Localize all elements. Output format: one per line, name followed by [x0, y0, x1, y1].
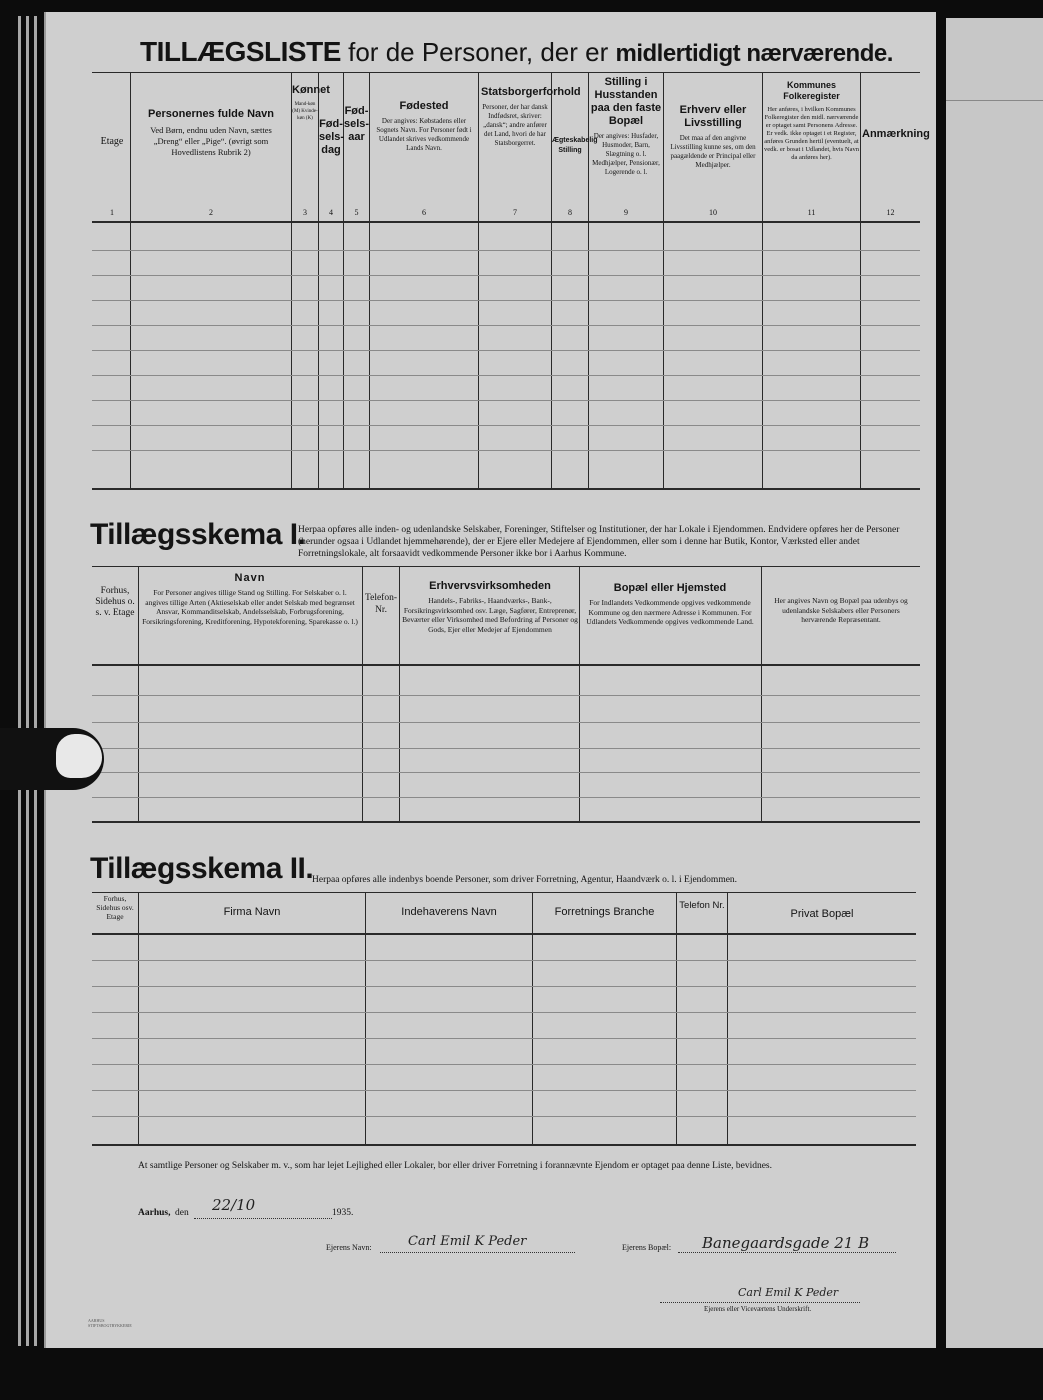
- col-register: Kommunes Folkeregister Her anføres, i hvilken Kommunes Folkeregister den midl. nærværende er optaget samt Personens Adresse. Er vedk. ikke optaget i et Register, anføres Grunden hertil (eventuelt, at vedk. er bosat i Udlandet, hvis Navn da anføres her).: [764, 80, 859, 161]
- rule-line: [92, 221, 920, 223]
- rule-line: [532, 893, 533, 1144]
- col-occupation: Erhverv eller Livsstilling Det maa af den angivne Livsstilling kunne ses, om den paagældende er Principal eller Medhjælper.: [670, 104, 756, 169]
- col-num: 8: [568, 208, 572, 217]
- main-title-bold2: midlertidigt nærværende.: [615, 40, 893, 67]
- date-line: [194, 1218, 332, 1219]
- main-title-bold: TILLÆGSLISTE: [140, 36, 341, 67]
- s1-col-etage: Forhus, Sidehus o. s. v. Etage: [95, 586, 135, 618]
- rule-line: [92, 1012, 916, 1013]
- rule-line: [92, 1144, 916, 1146]
- rule-line: [92, 664, 920, 666]
- adjacent-page: [946, 18, 1043, 1348]
- col-num: 7: [513, 208, 517, 217]
- rule-line: [727, 893, 728, 1144]
- col-num: 1: [110, 208, 114, 217]
- col-marital: Ægteskabelig Stilling: [552, 137, 598, 154]
- s1-col-business: Erhvervsvirksomheden Handels-, Fabriks-, Haandværks-, Bank-, Forsikringsvirksomhed osv. Læge, Sagfører, Entreprenør, Beværter eller Virksomhed med Befordring af Personer og Gods, Ejer eller Medejer af Ejendommen: [402, 580, 578, 634]
- s2-col-firm: Firma Navn: [223, 906, 281, 918]
- s1-col-residence: Bopæl eller Hjemsted For Indlandets Vedkommende opgives vedkommende Kommune og den nærmere Adresse i Kommunen. For Udlandets Vedkommende opgives vedkommende Land.: [586, 582, 754, 626]
- col-num: 5: [354, 208, 359, 217]
- col-num: 4: [329, 208, 333, 217]
- owner-name-label: Ejerens Navn:: [326, 1243, 372, 1252]
- s2-col-owner: Indehaverens Navn: [401, 906, 497, 918]
- rule-line: [92, 566, 920, 567]
- col-num: 2: [209, 208, 213, 217]
- rule-line: [92, 695, 920, 696]
- col-etage: Etage: [100, 136, 124, 147]
- rule-line: [92, 350, 920, 351]
- footer-den: den: [175, 1208, 189, 1218]
- page-edge: [34, 16, 37, 1346]
- s1-col-phone: Telefon-Nr.: [364, 593, 398, 615]
- col-num: 11: [807, 208, 816, 217]
- rule-line: [579, 567, 580, 821]
- s2-col-private: Privat Bopæl: [790, 908, 854, 920]
- printer-mark: AARHUS STIFTSBOGTRYKKERIE: [88, 1318, 132, 1328]
- s2-col-etage: Forhus, Sidehus osv. Etage: [96, 894, 134, 921]
- col-birthyear: Fød-sels-aar: [344, 105, 370, 143]
- col-num: 6: [422, 208, 426, 217]
- main-title: [140, 36, 893, 68]
- rule-line: [365, 893, 366, 1144]
- rule-line: [92, 748, 920, 749]
- rule-line: [92, 375, 920, 376]
- footer-city: Aarhus,: [138, 1208, 171, 1218]
- owner-name-handwritten: Carl Emil K Peder: [408, 1234, 527, 1249]
- col-num: 10: [709, 208, 717, 217]
- owner-address-handwritten: Banegaardsgade 21 B: [702, 1234, 870, 1252]
- s2-col-phone: Telefon Nr.: [679, 900, 725, 911]
- rule-line: [92, 722, 920, 723]
- skema2-description: Herpaa opføres alle indenbys boende Personer, som driver Forretning, Agentur, Haandværk o. l. i Ejendommen.: [312, 875, 738, 885]
- rule-line: [92, 1090, 916, 1091]
- signature-line: [660, 1302, 860, 1303]
- rule-line: [761, 567, 762, 821]
- col-num: 9: [624, 208, 628, 217]
- rule-line: [92, 400, 920, 401]
- col-birthday: Fød-sels-dag: [319, 118, 345, 156]
- rule-line: [138, 893, 139, 1144]
- s1-col-name: Navn For Personer angives tillige Stand og Stilling. For Selskaber o. l. angives tillige Arten (Aktieselskab eller andet Selskab med begrænset Ansvar, Kommanditselskab, Andelsselskab, Forbrugsforening, Forsikringsforening, Kreditforening, Hypotekforening, Sparekasse o. l.): [142, 572, 358, 626]
- rule-line: [92, 797, 920, 798]
- s1-col-representative: Her angives Navn og Bopæl paa udenbys og udenlandske Selskabers eller Personers herværende Repræsentant.: [774, 596, 908, 624]
- col-household: Stilling i Husstanden paa den faste Bopæl Der angives: Husfader, Husmoder, Barn, Slægtning o. l. Medhjælper, Pensionær, Logerende o. l.: [590, 76, 662, 176]
- footer-statement: At samtlige Personer og Selskaber m. v., som har lejet Lejlighed eller Lokaler, bor eller driver Forretning i forannævnte Ejendom er optaget paa denne Liste, bevidnes.: [138, 1161, 772, 1171]
- col-num: 3: [303, 208, 307, 217]
- rule-line: [92, 325, 920, 326]
- rule-line: [92, 1064, 916, 1065]
- owner-address-line: [678, 1252, 896, 1253]
- rule-line: [92, 1038, 916, 1039]
- rule-line: [92, 933, 916, 935]
- owner-name-line: [380, 1252, 575, 1253]
- rule-line: [92, 772, 920, 773]
- col-citizenship: Statsborgerforhold Personer, der har dansk Indfødsret, skriver: „dansk“; andre anfører det Land, hvori de har Statsborgerret.: [481, 86, 581, 147]
- page-edge: [26, 16, 29, 1346]
- skema2-title: Tillægsskema II.: [90, 852, 314, 885]
- rule-line: [676, 893, 677, 1144]
- owner-address-label: Ejerens Bopæl:: [622, 1243, 672, 1252]
- col-remarks: Anmærkning: [862, 128, 930, 140]
- col-num: 12: [886, 208, 895, 217]
- rule-line: [399, 567, 400, 821]
- rule-line: [92, 892, 916, 893]
- skema1-title: Tillægsskema I.: [90, 518, 306, 551]
- main-title-rest: for de Personer, der er: [348, 37, 609, 67]
- footer-year: 1935.: [332, 1208, 354, 1218]
- col-name: Personernes fulde Navn Ved Børn, endnu uden Navn, sættes „Dreng“ eller „Pige“. (øvrigt som Hovedlistens Rubrik 2): [148, 108, 274, 157]
- rule-line: [92, 450, 920, 451]
- skema1-description: Herpaa opføres alle inden- og udenlandske Selskaber, Foreninger, Stiftelser og Institutioner, der har Lokale i Ejendommen. Endvidere opføres her de Personer (herunder ogsaa i Udlandet hjemmehørende), der er Ejere eller Medejere af Ejendommen, eller som i denne har Butik, Kontor, Værksted eller andet Forretningslokale, alt forsaavidt vedkommende Personer ikke bor i Aarhus Kommune.: [298, 525, 900, 559]
- rule-line: [92, 960, 916, 961]
- rule-line: [92, 72, 920, 73]
- col-gender: Kønnet Mand-køn (M) Kvinde-køn (K): [292, 84, 330, 121]
- rule-line: [92, 300, 920, 301]
- rule-line: [92, 986, 916, 987]
- signature-handwritten: Carl Emil K Peder: [738, 1286, 839, 1299]
- signature-label: Ejerens eller Viceværtens Underskrift.: [704, 1305, 812, 1313]
- page-edge: [18, 16, 21, 1346]
- rule-line: [92, 488, 920, 490]
- rule-line: [138, 567, 139, 821]
- s2-col-branch: Forretnings Branche: [554, 906, 655, 918]
- thumb: [0, 728, 104, 790]
- rule-line: [92, 1116, 916, 1117]
- rule-line: [92, 821, 920, 823]
- rule-line: [92, 275, 920, 276]
- date-handwritten: 22/10: [212, 1196, 256, 1214]
- col-birthplace: Fødested Der angives: Købstadens eller Sognets Navn. For Personer født i Udlandet skrives vedkommende Lands Navn.: [376, 100, 472, 152]
- rule-line: [92, 250, 920, 251]
- rule-line: [92, 425, 920, 426]
